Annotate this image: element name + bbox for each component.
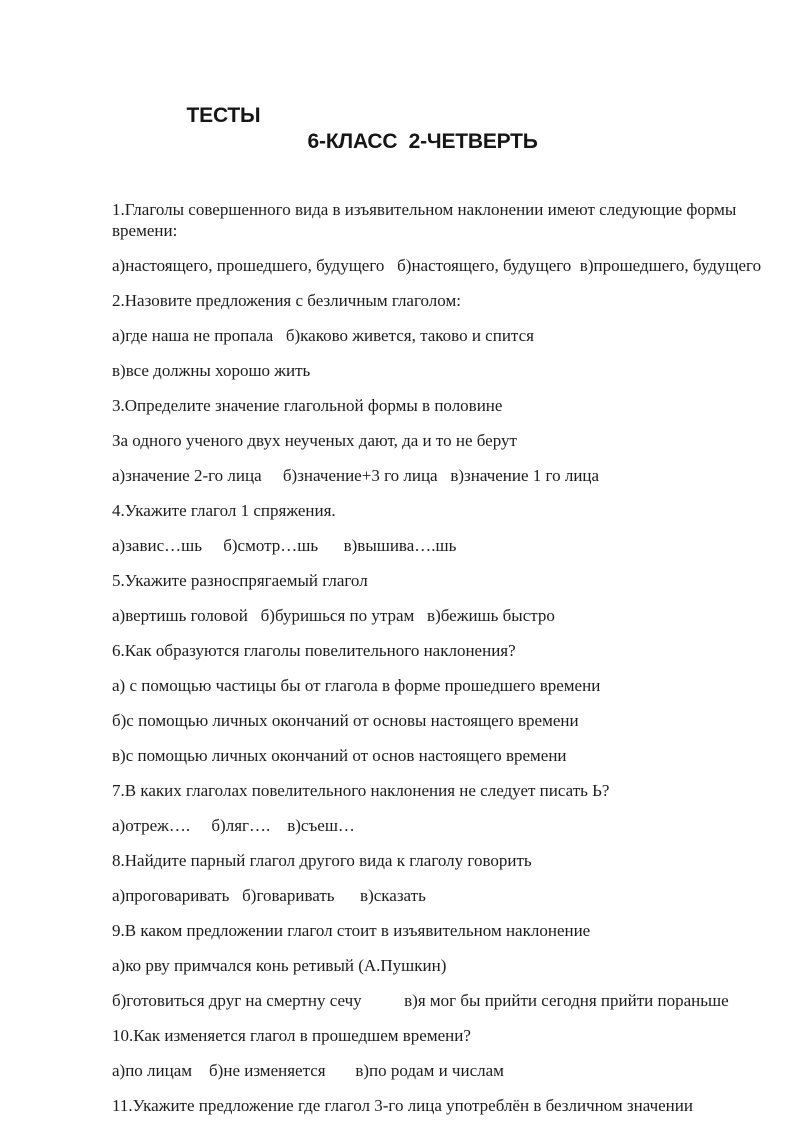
answer-line: а)завис…шь б)смотр…шь в)вышива….шь [112,536,457,555]
question-text: 4.Укажите глагол 1 спряжения. [112,501,336,520]
question-text: 3.Определите значение глагольной формы в половине [112,396,503,415]
question-4 [112,500,760,556]
answer-line: а)ко рву примчался конь ретивый (А.Пушкин) [112,956,447,975]
question-5 [112,570,760,626]
answer-line: а)настоящего, прошедшего, будущего б)настоящего, будущего в)прошедшего, будущего [112,256,762,275]
question-text: 7.В каких глаголах повелительного наклонения не следует писать Ь? [112,781,610,800]
answer-line: б)готовиться друг на смертну сечу в)я мог бы прийти сегодня прийти пораньше [112,991,729,1010]
question-text: 10.Как изменяется глагол в прошедшем времени? [112,1026,471,1045]
question-9 [112,920,760,1011]
answer-line: в)все должны хорошо жить [112,361,311,380]
answer-line: а)где наша не пропала б)каково живется, таково и спится [112,326,534,345]
answer-line: а) с помощью частицы бы от глагола в форме прошедшего времени [112,676,601,695]
question-text: 1.Глаголы совершенного вида в изъявительном наклонении имеют следующие формы [112,200,737,219]
title-tests: ТЕСТЫ [186,104,261,127]
answer-line: а)по лицам б)не изменяется в)по родам и числам [112,1061,504,1080]
question-10 [112,1025,760,1081]
answer-line: а)вертишь головой б)буришься по утрам в)бежишь быстро [112,606,555,625]
question-2 [112,290,760,381]
question-text: 8.Найдите парный глагол другого вида к глаголу говорить [112,851,532,870]
answer-line: а)значение 2-го лица б)значение+3 го лица в)значение 1 го лица [112,466,600,485]
title-class-quarter: 6-КЛАСС 2-ЧЕТВЕРТЬ [307,130,538,153]
question-text: 9.В каком предложении глагол стоит в изъявительном наклонение [112,921,591,940]
answer-line: б)с помощью личных окончаний от основы настоящего времени [112,711,579,730]
question-7 [112,780,760,836]
question-11 [112,1095,760,1116]
question-text: 2.Назовите предложения с безличным глаголом: [112,291,461,310]
answer-line: а)отреж…. б)ляг…. в)съеш… [112,816,355,835]
question-text: времени: [112,221,178,240]
question-text: За одного ученого двух неученых дают, да и то не берут [112,431,517,450]
question-8 [112,850,760,906]
answer-line: а)проговаривать б)говаривать в)сказать [112,886,426,905]
question-3 [112,395,760,486]
question-text: 5.Укажите разноспрягаемый глагол [112,571,368,590]
question-6 [112,640,760,766]
document-title [112,77,760,181]
question-1 [112,199,760,276]
question-text: 6.Как образуются глаголы повелительного наклонения? [112,641,516,660]
question-text: 11.Укажите предложение где глагол 3-го лица употреблён в безличном значении [112,1096,693,1115]
answer-line: в)с помощью личных окончаний от основ настоящего времени [112,746,567,765]
